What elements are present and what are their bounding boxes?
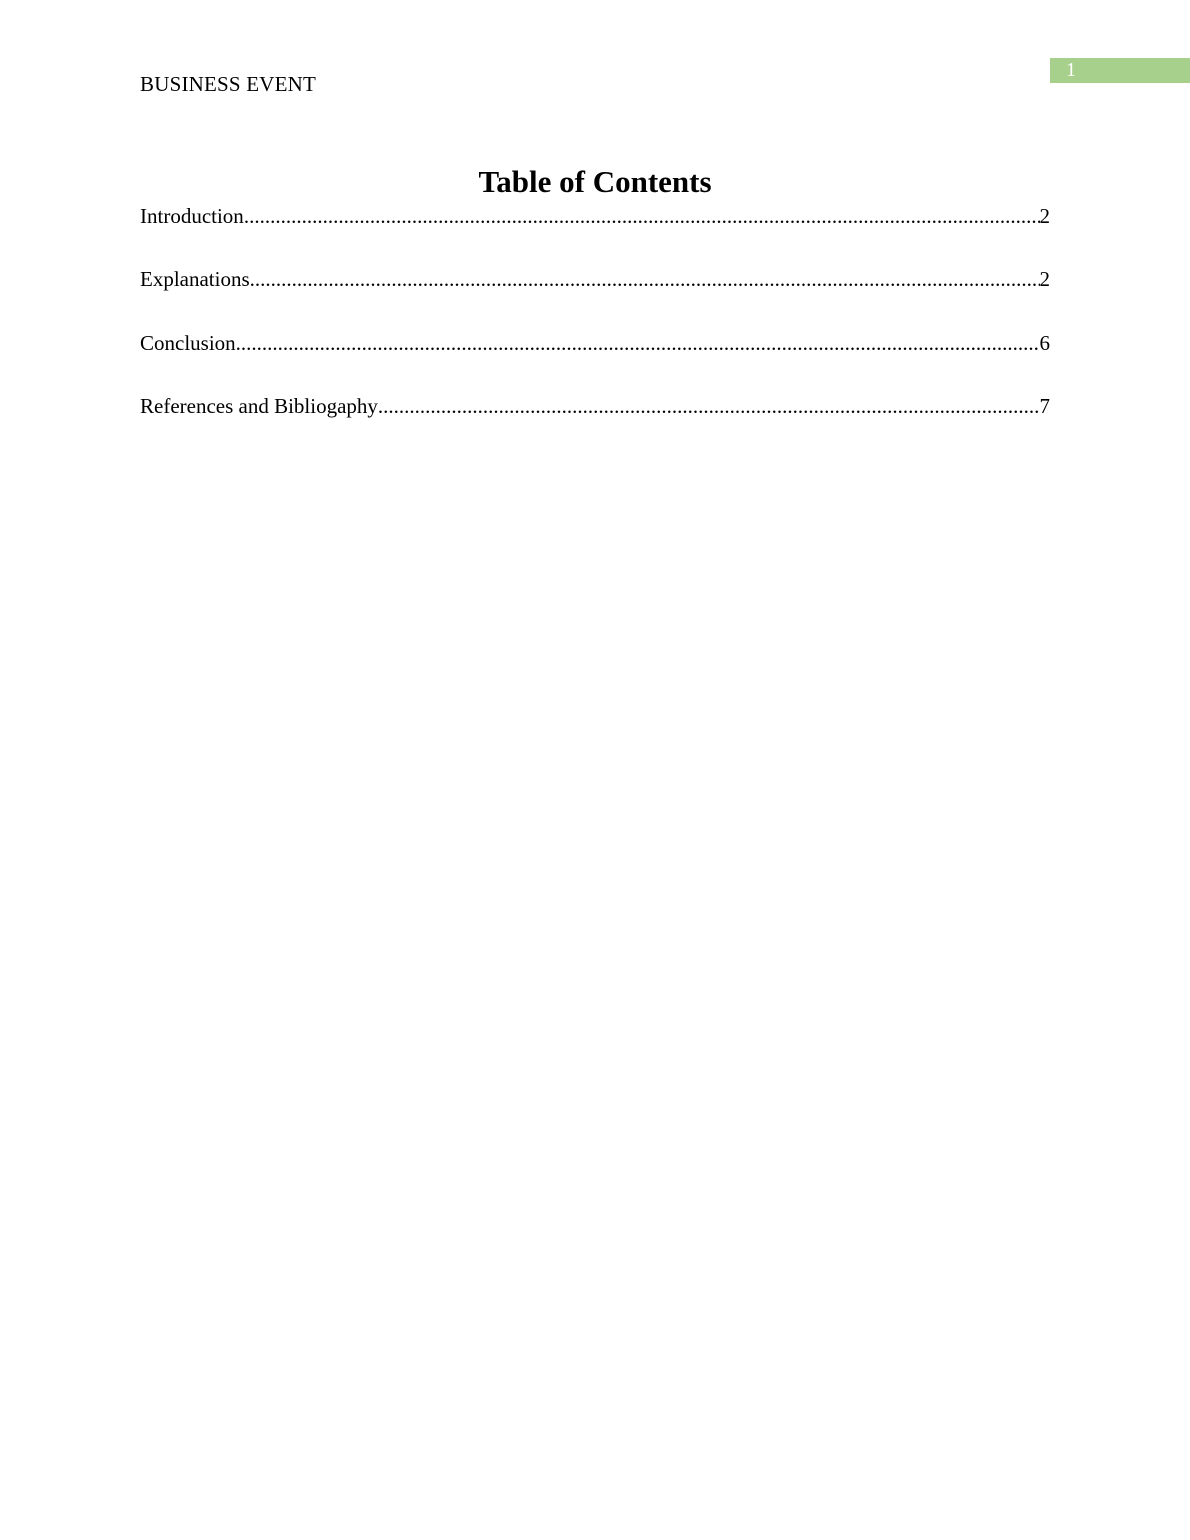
toc-entry-label: Conclusion: [140, 330, 236, 355]
toc-entry-conclusion[interactable]: [140, 327, 1050, 390]
page-number: 1: [1066, 59, 1076, 81]
toc-entry-label: Explanations: [140, 267, 250, 292]
toc-dot-leader: [244, 200, 1040, 232]
toc-dot-leader: [250, 263, 1040, 295]
toc-dot-leader: [378, 390, 1040, 422]
toc-title: Table of Contents: [478, 164, 712, 199]
toc-list: [140, 200, 1050, 454]
toc-entry-label: Introduction: [140, 204, 244, 228]
toc-entry-page: 2: [1039, 267, 1050, 292]
toc-entry-page: 6: [1039, 330, 1050, 355]
page-number-bar: [1050, 58, 1190, 83]
toc-entry-page: 7: [1039, 394, 1050, 419]
toc-entry-introduction[interactable]: [140, 200, 1050, 263]
toc-entry-label: References and Bibliogaphy: [140, 394, 378, 419]
toc-entry-explanations[interactable]: [140, 263, 1050, 326]
toc-entry-page: 2: [1039, 204, 1050, 228]
running-head: BUSINESS EVENT: [140, 72, 317, 96]
toc-entry-references[interactable]: [140, 390, 1050, 453]
toc-dot-leader: [236, 327, 1040, 359]
